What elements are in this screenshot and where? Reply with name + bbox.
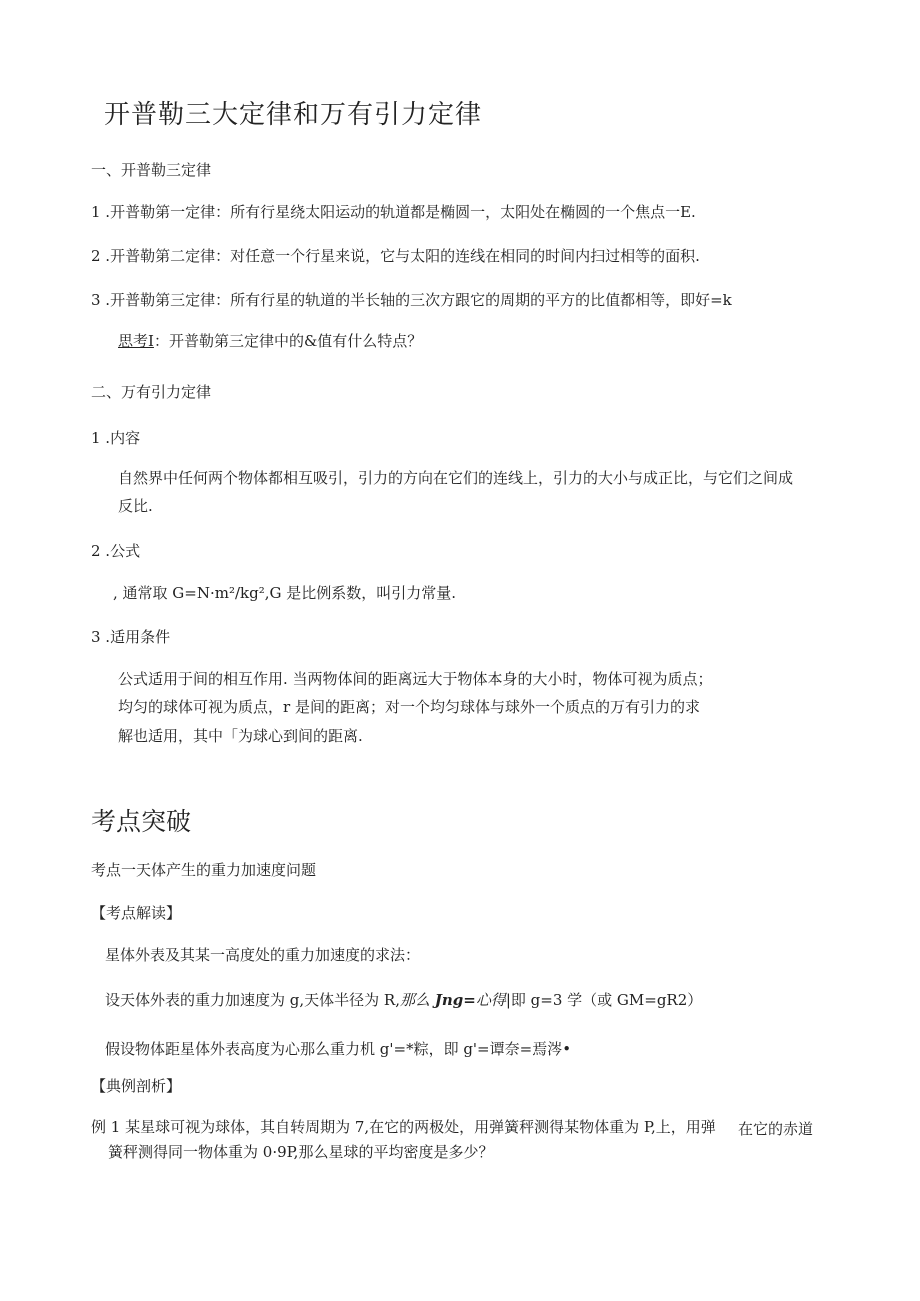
interpretation-line3: 假设物体距星体外表高度为心那么重力机 g'=*粽，即 g'=谭奈=焉涔• xyxy=(105,1040,572,1058)
example-label: 【典例剖析】 xyxy=(91,1077,182,1095)
conditions-text-line3: 解也适用，其中「为球心到间的距离. xyxy=(118,727,363,745)
example-line1: 例 1 某星球可视为球体，其自转周期为 7,在它的两极处，用弹簧秤测得某物体重为 P,上，用弹 xyxy=(91,1118,716,1136)
formula-label: 2 .公式 xyxy=(91,542,141,560)
example-line1-tail: 在它的赤道 xyxy=(738,1120,814,1138)
section-title-exam-points: 考点突破 xyxy=(91,807,192,836)
conditions-label: 3 .适用条件 xyxy=(91,628,171,646)
kepler-first-law: 1 .开普勒第一定律：所有行星绕太阳运动的轨道都是椭圆一，太阳处在椭圆的一个焦点一E. xyxy=(91,203,696,221)
content-text-line2: 反比. xyxy=(118,497,153,515)
exam-point-subtitle: 考点一天体产生的重力加速度问题 xyxy=(91,861,317,879)
example-line2: 簧秤测得同一物体重为 0·9P,那么星球的平均密度是多少？ xyxy=(108,1143,494,1161)
interp-line2-part-a: 设天体外表的重力加速度为 g,天体半径为 R, xyxy=(105,991,400,1009)
section-heading-kepler: 一、开普勒三定律 xyxy=(91,161,212,179)
think-label: 思考I xyxy=(118,332,154,350)
kepler-second-law: 2 .开普勒第二定律：对任意一个行星来说，它与太阳的连线在相同的时间内扫过相等的面积. xyxy=(91,247,700,265)
interpretation-line2 xyxy=(105,990,702,1010)
conditions-text-line1: 公式适用于间的相互作用. 当两物体间的距离远大于物体本身的大小时，物体可视为质点； xyxy=(118,670,713,688)
think-text: ：开普勒第三定律中的&值有什么特点？ xyxy=(153,332,423,350)
formula-text: , 通常取 G=N·m²/kg²,G 是比例系数，叫引力常量. xyxy=(113,584,457,602)
interpretation-label: 【考点解读】 xyxy=(91,904,182,922)
kepler-third-law: 3 .开普勒第三定律：所有行星的轨道的半长轴的三次方跟它的周期的平方的比值都相等，即好=k xyxy=(91,291,732,309)
interp-line2-part-d: 心得 xyxy=(475,991,506,1009)
interpretation-line1: 星体外表及其某一高度处的重力加速度的求法： xyxy=(105,946,421,964)
page-title: 开普勒三大定律和万有引力定律 xyxy=(104,100,483,130)
interp-line2-part-e: |即 g=3 学（或 GM=gR2） xyxy=(505,991,703,1009)
content-text-line1: 自然界中任何两个物体都相互吸引，引力的方向在它们的连线上，引力的大小与成正比，与它们之间成 xyxy=(118,469,794,487)
section-heading-gravitation: 二、万有引力定律 xyxy=(91,383,212,401)
think-question xyxy=(118,331,422,351)
interp-line2-part-c: Jng= xyxy=(434,991,476,1009)
content-label: 1 .内容 xyxy=(91,429,141,447)
conditions-text-line2: 均匀的球体可视为质点，r 是间的距离；对一个均匀球体与球外一个质点的万有引力的求 xyxy=(118,698,700,716)
interp-line2-part-b: 那么 xyxy=(399,991,435,1009)
